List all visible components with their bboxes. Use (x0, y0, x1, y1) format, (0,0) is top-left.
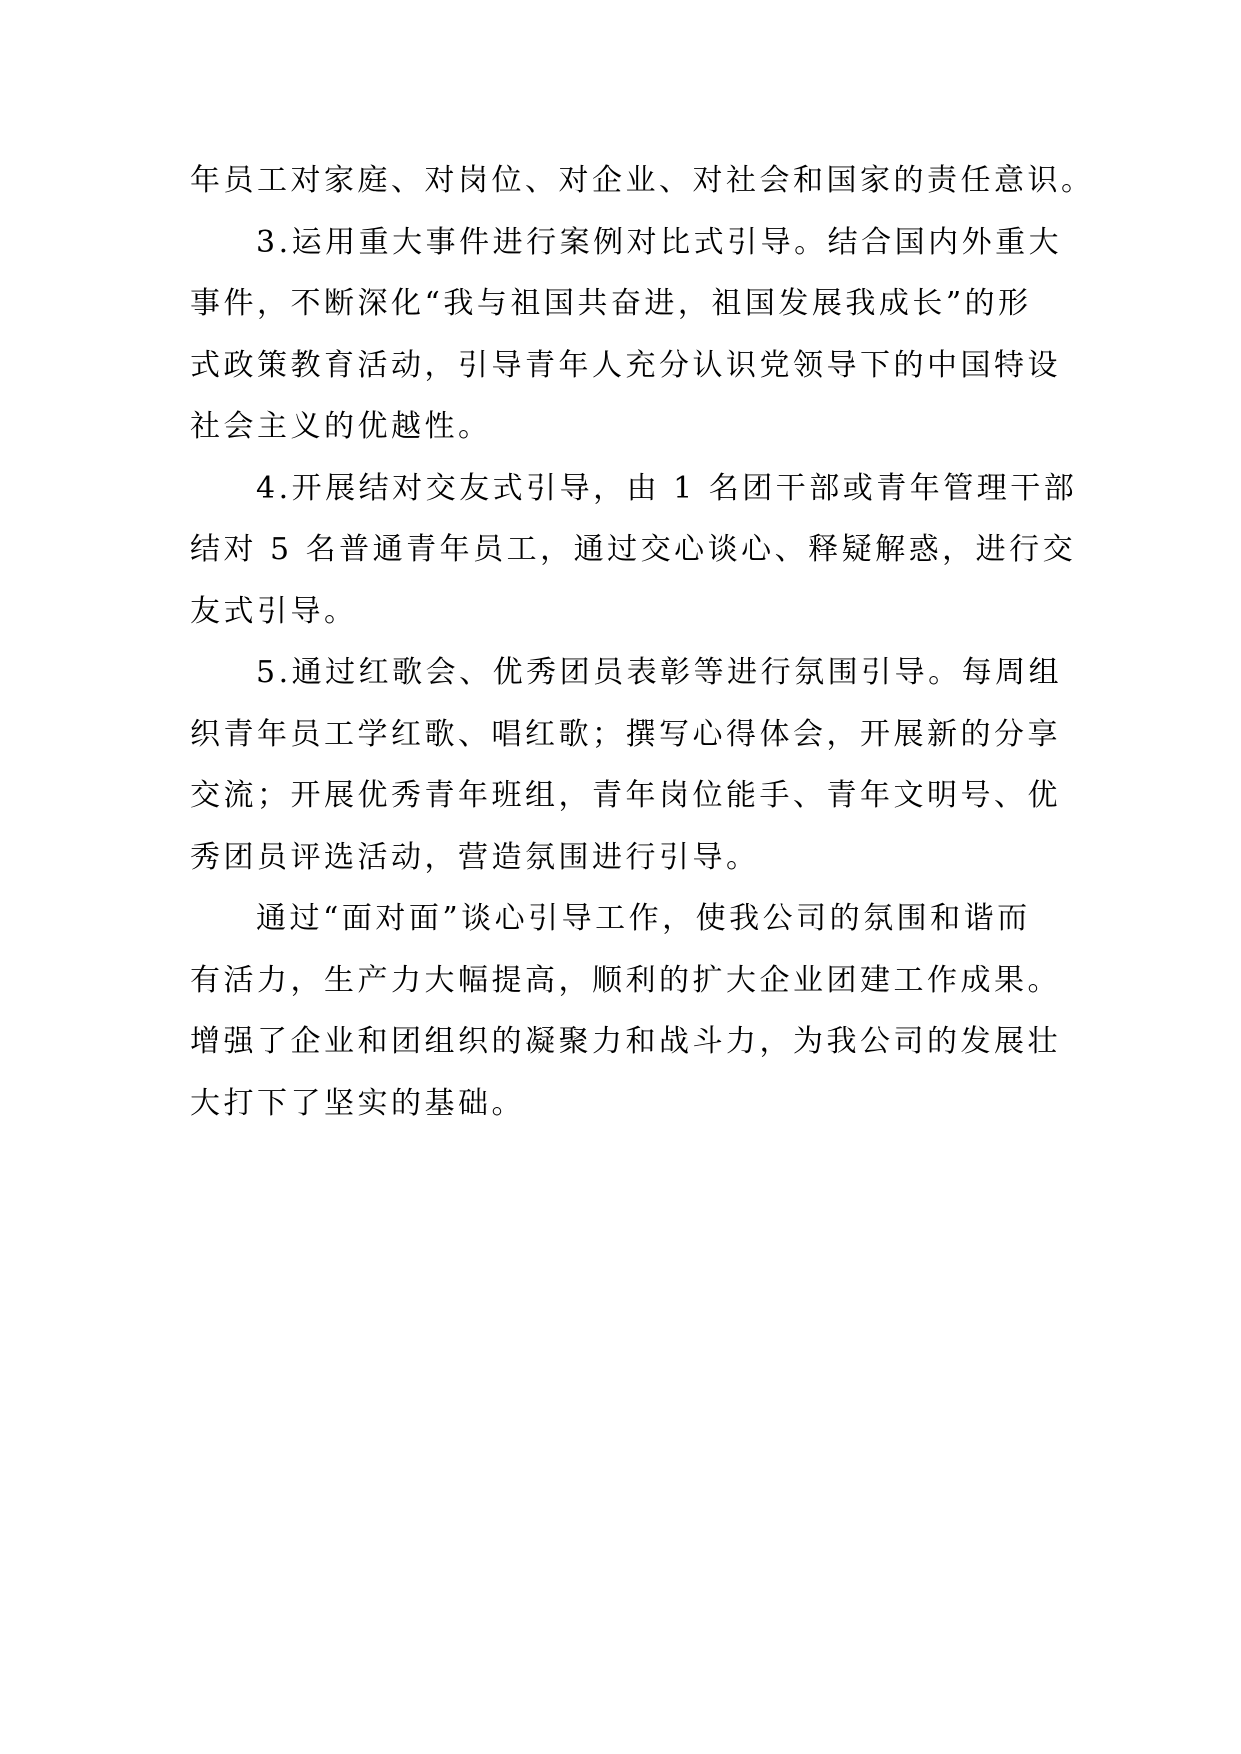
paragraph-item-3 (190, 212, 1063, 458)
paragraph-item-4 (190, 458, 1078, 643)
text-line: 式政策教育活动，引导青年人充分认识党领导下的中国特设 (190, 347, 1061, 383)
text-line: 社会主义的优越性。 (190, 409, 492, 444)
text-line: 交流；开展优秀青年班组，青年岗位能手、青年文明号、优 (190, 778, 1061, 813)
text-line: 事件，不断深化“我与祖国共奋进，祖国发展我成长”的形 (190, 286, 1032, 321)
text-line: 5.通过红歌会、优秀团员表彰等进行氛围引导。每周组 (256, 655, 1063, 690)
paragraph-conclusion (190, 888, 1061, 1134)
paragraph-continuation (190, 150, 1095, 212)
text-line: 大打下了坚实的基础。 (190, 1085, 525, 1121)
text-line: 年员工对家庭、对岗位、对企业、对社会和国家的责任意识。 (190, 163, 1095, 198)
document-body (190, 150, 1095, 1134)
text-line: 4.开展结对交友式引导，由 1 名团干部或青年管理干部 (256, 470, 1078, 506)
text-line: 友式引导。 (190, 593, 358, 629)
text-line: 通过“面对面”谈心引导工作，使我公司的氛围和谐而 (256, 901, 1031, 936)
paragraph-item-5 (190, 642, 1063, 888)
text-line: 秀团员评选活动，营造氛围进行引导。 (190, 839, 760, 875)
text-line: 结对 5 名普通青年员工，通过交心谈心、释疑解惑，进行交 (190, 532, 1077, 567)
text-line: 增强了企业和团组织的凝聚力和战斗力，为我公司的发展壮 (190, 1024, 1061, 1059)
text-line: 有活力，生产力大幅提高，顺利的扩大企业团建工作成果。 (190, 962, 1061, 998)
text-line: 织青年员工学红歌、唱红歌；撰写心得体会，开展新的分享 (190, 716, 1061, 752)
text-line: 3.运用重大事件进行案例对比式引导。结合国内外重大 (256, 224, 1063, 260)
